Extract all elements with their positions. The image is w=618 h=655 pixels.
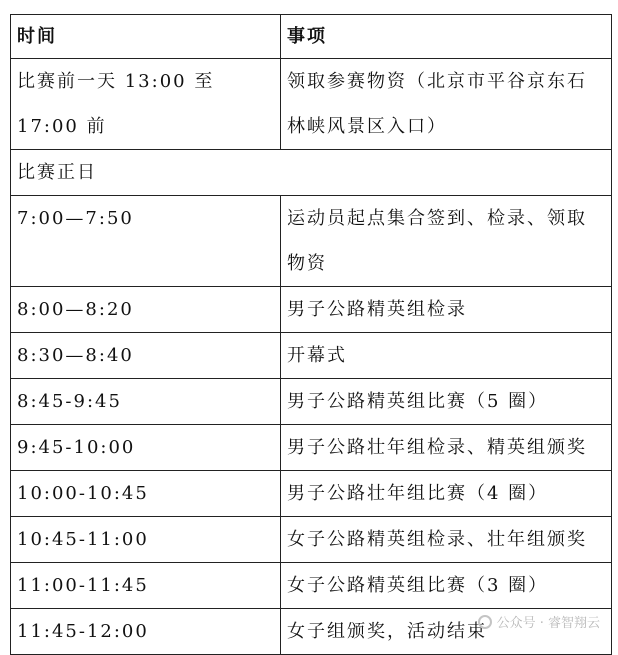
- item-cell: 女子公路精英组比赛（3 圈）: [281, 563, 612, 609]
- table-row: [11, 425, 612, 471]
- table-row: [11, 471, 612, 517]
- time-cell: 8:45-9:45: [11, 379, 281, 425]
- time-cell: 10:00-10:45: [11, 471, 281, 517]
- header-time: 时间: [11, 15, 281, 59]
- watermark-text: 公众号 · 睿智翔云: [496, 616, 600, 631]
- table-header-row: [11, 15, 612, 59]
- watermark: [478, 612, 600, 631]
- time-cell: 比赛前一天 13:00 至 17:00 前: [11, 59, 281, 150]
- time-cell: 9:45-10:00: [11, 425, 281, 471]
- item-cell: 男子公路精英组比赛（5 圈）: [281, 379, 612, 425]
- schedule-table: [10, 14, 612, 655]
- table-row: [11, 563, 612, 609]
- time-cell: 7:00—7:50: [11, 196, 281, 287]
- time-cell: 8:00—8:20: [11, 287, 281, 333]
- time-cell: 11:45-12:00: [11, 609, 281, 655]
- section-row: [11, 150, 612, 196]
- header-item: 事项: [281, 15, 612, 59]
- item-cell: 领取参赛物资（北京市平谷京东石林峡风景区入口）: [281, 59, 612, 150]
- item-cell: 运动员起点集合签到、检录、领取物资: [281, 196, 612, 287]
- item-cell: 女子公路精英组检录、壮年组颁奖: [281, 517, 612, 563]
- time-cell: 10:45-11:00: [11, 517, 281, 563]
- table-row: [11, 517, 612, 563]
- item-cell: 开幕式: [281, 333, 612, 379]
- item-cell: 女子组颁奖，活动结束: [281, 609, 612, 655]
- table-row: [11, 287, 612, 333]
- time-cell: 8:30—8:40: [11, 333, 281, 379]
- wechat-icon: [478, 615, 492, 629]
- table-row: [11, 333, 612, 379]
- section-cell: 比赛正日: [11, 150, 612, 196]
- item-cell: 男子公路壮年组比赛（4 圈）: [281, 471, 612, 517]
- item-cell: 男子公路壮年组检录、精英组颁奖: [281, 425, 612, 471]
- item-cell: 男子公路精英组检录: [281, 287, 612, 333]
- time-cell: 11:00-11:45: [11, 563, 281, 609]
- table-row: [11, 379, 612, 425]
- table-row: [11, 196, 612, 287]
- table-row: [11, 59, 612, 150]
